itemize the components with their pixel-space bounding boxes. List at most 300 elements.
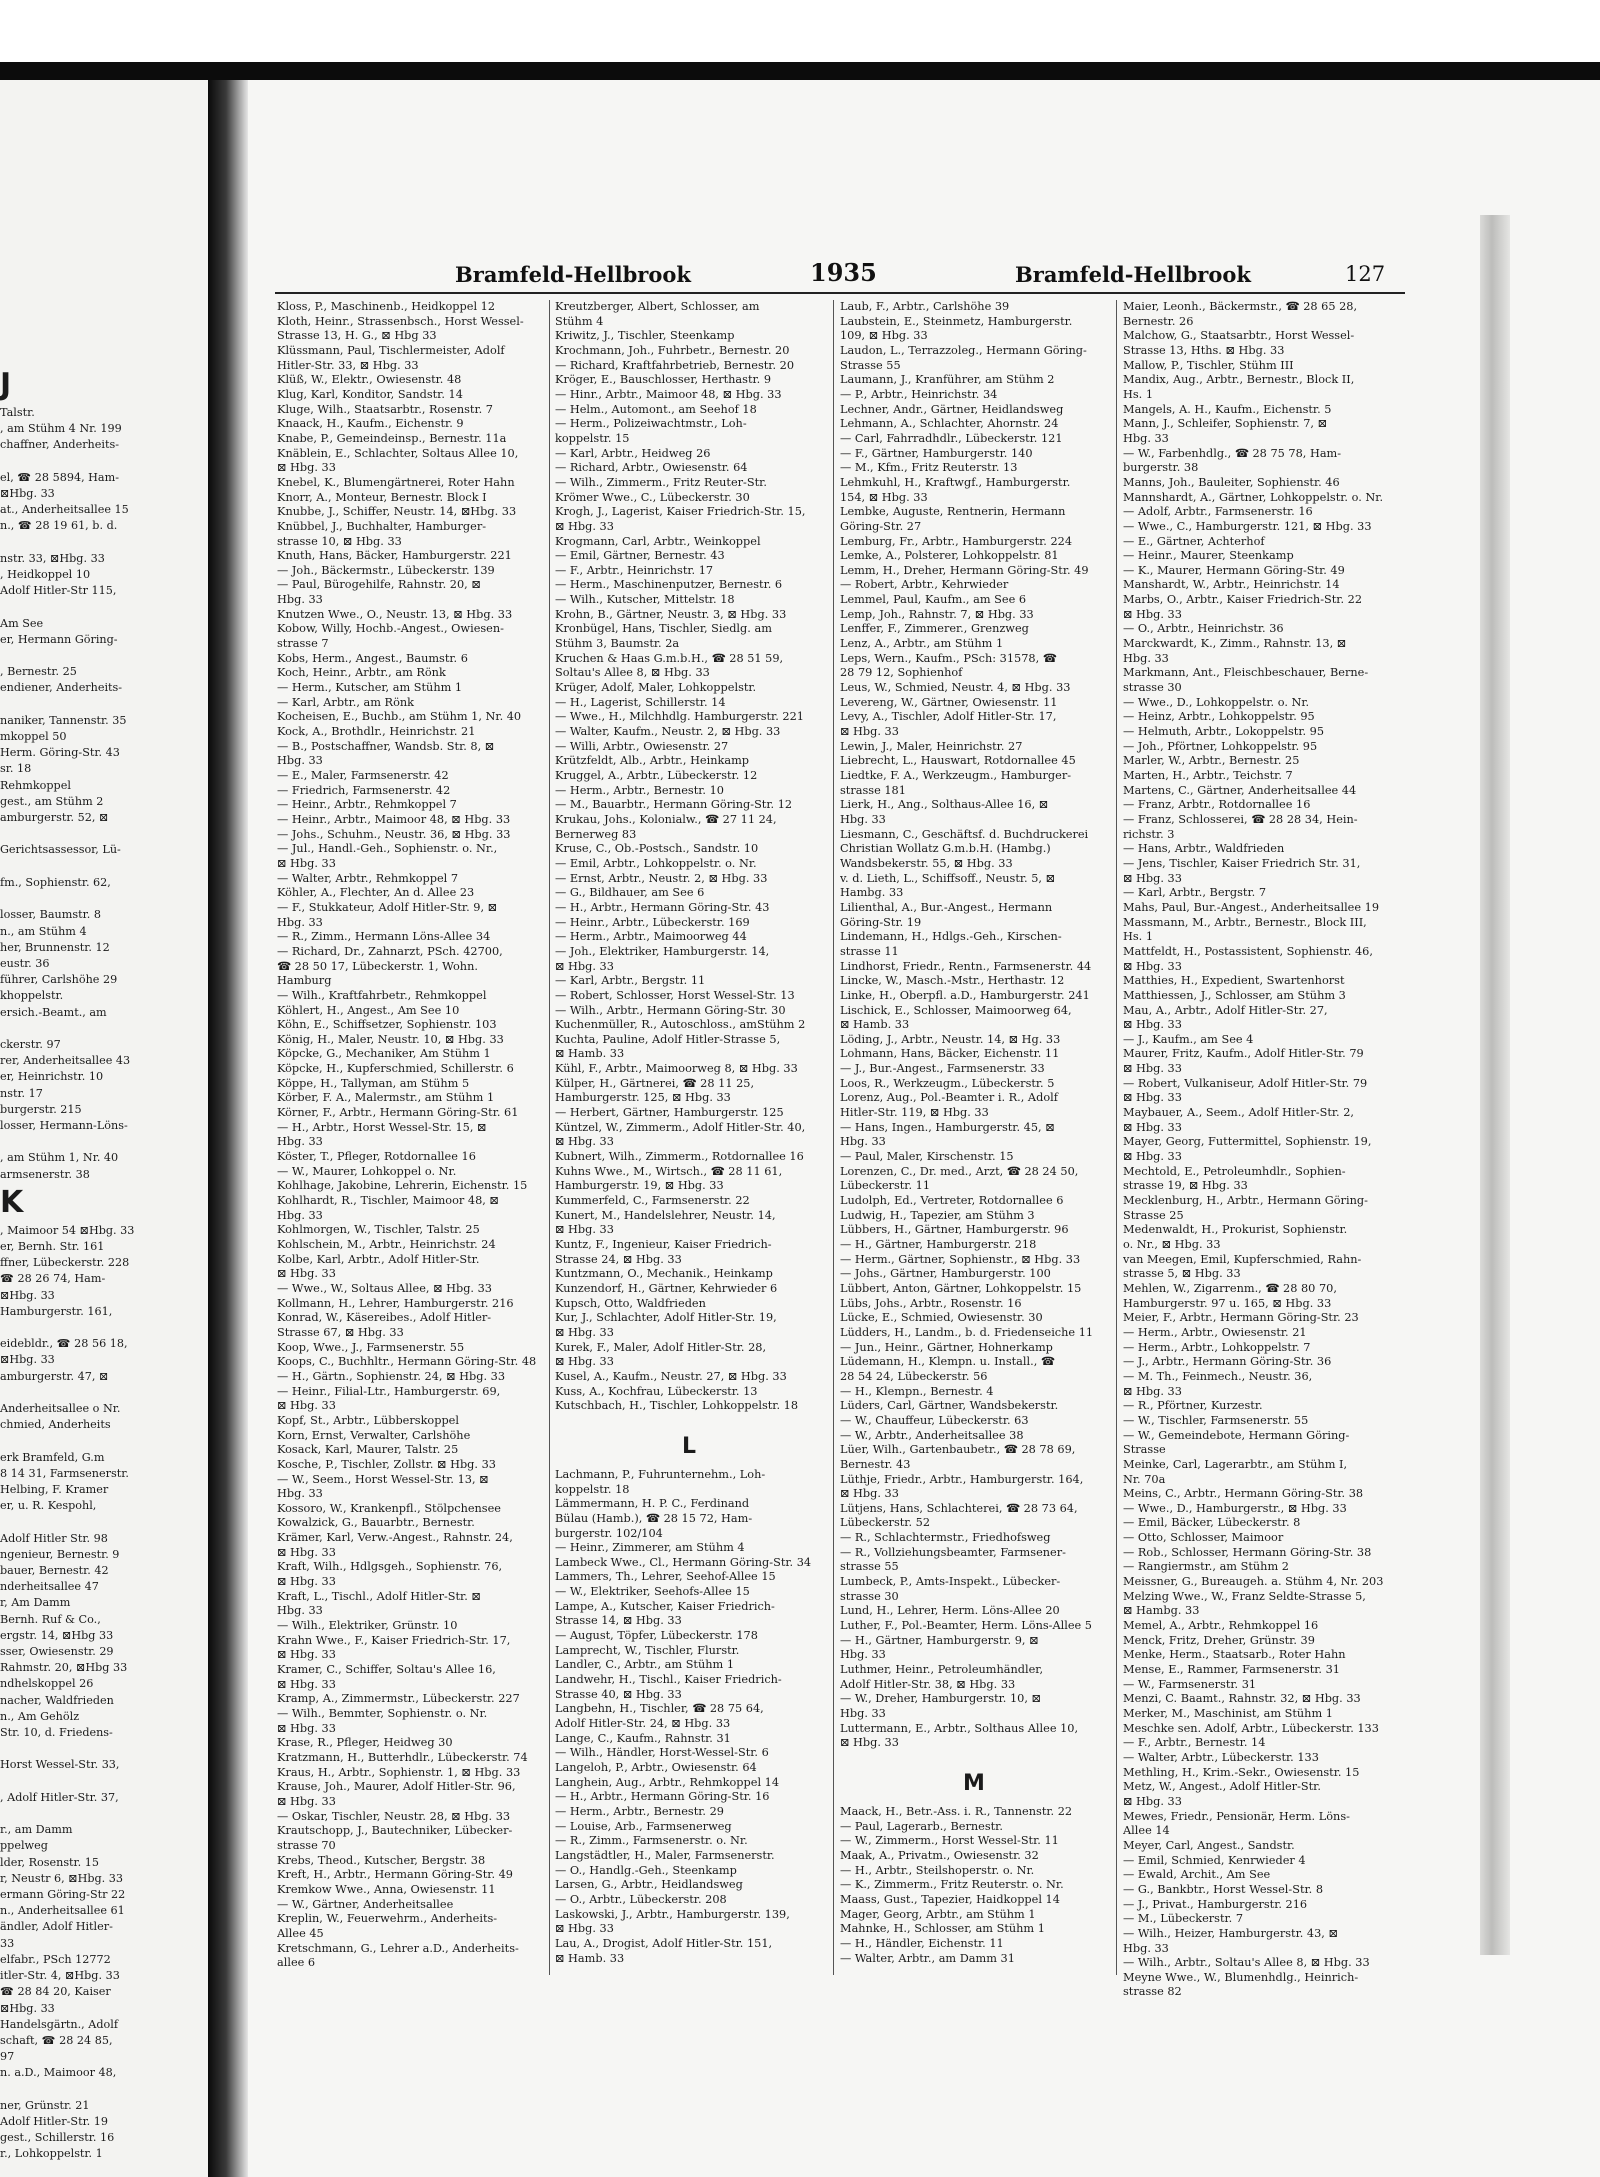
left-page-line <box>0 1385 204 1401</box>
left-page-line: Bernh. Ruf & Co., <box>0 1612 101 1626</box>
directory-entry-line: — R., Zimm., Farmsenerstr. o. Nr. <box>555 1834 748 1848</box>
left-page-line: ersich.-Beamt., am <box>0 1005 107 1019</box>
directory-entry-line: Landler, C., Arbtr., am Stühm 1 <box>555 1658 735 1672</box>
directory-entry-line: Marler, W., Arbtr., Bernestr. 25 <box>1123 754 1300 768</box>
directory-entry-line: — Heinr., Arbtr., Lübeckerstr. 169 <box>555 915 750 929</box>
directory-entry-line: — Rob., Schlosser, Hermann Göring-Str. 38 <box>1123 1545 1372 1559</box>
directory-entry-line: Lüders, Carl, Gärtner, Wandsbekerstr. <box>840 1399 1059 1413</box>
directory-entry-line: Kolbe, Karl, Arbtr., Adolf Hitler-Str. <box>277 1252 480 1266</box>
directory-entry-line: Strasse 67, ⊠ Hbg. 33 <box>277 1325 404 1339</box>
directory-entry-line: Luttermann, E., Arbtr., Solthaus Allee 10, <box>840 1721 1079 1735</box>
directory-entry-line: — Friedrich, Farmsenerstr. 42 <box>277 783 451 797</box>
directory-entry-line: Hbg. 33 <box>277 593 323 607</box>
directory-entry-line: Kuchenmüller, R., Autoschloss., amStühm 2 <box>555 1018 806 1032</box>
left-page-line: , Adolf Hitler-Str. 37, <box>0 1790 119 1804</box>
directory-entry-line: Hbg. 33 <box>1123 651 1169 665</box>
directory-entry-line: Hitler-Str. 33, ⊠ Hbg. 33 <box>277 358 419 372</box>
directory-entry-line: Külper, H., Gärtnerei, ☎ 28 11 25, <box>555 1076 755 1090</box>
directory-entry-line: — O., Arbtr., Heinrichstr. 36 <box>1123 622 1284 636</box>
directory-entry-line: Lenz, A., Arbtr., am Stühm 1 <box>840 637 1004 651</box>
directory-entry-line: Luthmer, Heinr., Petroleumhändler, <box>840 1663 1044 1677</box>
directory-entry-line: Kohlmorgen, W., Tischler, Talstr. 25 <box>277 1223 480 1237</box>
directory-entry-line: Kubnert, Wilh., Zimmerm., Rotdornallee 16 <box>555 1150 804 1164</box>
directory-entry-line: strasse 181 <box>840 783 906 797</box>
directory-entry-line: Klüß, W., Elektr., Owiesenstr. 48 <box>277 373 462 387</box>
left-page-line: naniker, Tannenstr. 35 <box>0 713 127 727</box>
directory-entry-line: Strasse 13, Hths. ⊠ Hbg. 33 <box>1123 343 1285 357</box>
directory-entry-line: 28 54 24, Lübeckerstr. 56 <box>840 1369 988 1383</box>
directory-entry-line: Levereng, W., Gärtner, Owiesenstr. 11 <box>840 695 1058 709</box>
book-gutter <box>208 80 248 2177</box>
directory-entry-line: Kruchen & Haas G.m.b.H., ☎ 28 51 59, <box>555 651 784 665</box>
directory-entry-line: Hambg. 33 <box>840 886 904 900</box>
directory-entry-line: Kollmann, H., Lehrer, Hamburgerstr. 216 <box>277 1296 514 1310</box>
directory-entry-line: Mehlen, W., Zigarrenm., ☎ 28 80 70, <box>1123 1281 1337 1295</box>
left-page-line: Adolf Hitler-Str 115, <box>0 584 117 598</box>
directory-entry-line: ⊠ Hamb. 33 <box>555 1047 625 1061</box>
left-page-line: Talstr. <box>0 406 35 419</box>
directory-entry-line: — Karl, Arbtr., Heidweg 26 <box>555 446 711 460</box>
directory-entry-line: Matthies, H., Expedient, Swartenhorst <box>1123 974 1345 988</box>
directory-entry-line: Knuth, Hans, Bäcker, Hamburgerstr. 221 <box>277 549 512 563</box>
directory-entry-line: Krohn, B., Gärtner, Neustr. 3, ⊠ Hbg. 33 <box>555 607 787 621</box>
directory-entry-line: — Oskar, Tischler, Neustr. 28, ⊠ Hbg. 33 <box>277 1809 511 1823</box>
directory-entry-line: Kuhns Wwe., M., Wirtsch., ☎ 28 11 61, <box>555 1164 783 1178</box>
directory-entry-line: Luther, F., Pol.-Beamter, Herm. Löns-Allee 5 <box>840 1619 1092 1633</box>
directory-entry-line: ⊠ Hbg. 33 <box>1123 607 1182 621</box>
left-page-line: rer, Anderheitsallee 43 <box>0 1054 131 1068</box>
directory-entry-line: Göring-Str. 19 <box>840 915 922 929</box>
left-page-line: ckerstr. 97 <box>0 1037 61 1051</box>
directory-entry-line: ⊠ Hbg. 33 <box>555 1922 614 1936</box>
directory-entry-line: Matthiessen, J., Schlosser, am Stühm 3 <box>1123 988 1346 1002</box>
directory-entry-line: Hbg. 33 <box>840 812 886 826</box>
directory-entry-line: ⊠ Hbg. 33 <box>277 1267 336 1281</box>
directory-entry-line: Koops, C., Buchhltr., Hermann Göring-Str. 48 <box>277 1355 537 1369</box>
directory-entry-line: — K., Maurer, Hermann Göring-Str. 49 <box>1123 563 1345 577</box>
directory-entry-line: Hamburg <box>277 974 332 988</box>
directory-entry-line: Kupsch, Otto, Waldfrieden <box>555 1296 706 1310</box>
directory-entry-line: Langstädtler, H., Maler, Farmsenerstr. <box>555 1848 775 1862</box>
left-page-line: armsenerstr. 38 <box>0 1167 90 1181</box>
directory-entry-line: Meissner, G., Bureaugeh. a. Stühm 4, Nr. 203 <box>1123 1575 1384 1589</box>
directory-entry-line: richstr. 3 <box>1123 827 1175 841</box>
left-page-line: , am Stühm 1, Nr. 40 <box>0 1151 119 1165</box>
directory-entry-line: — E., Gärtner, Achterhof <box>1123 534 1265 548</box>
directory-entry-line: ⊠ Hbg. 33 <box>277 461 336 475</box>
directory-entry-line: — H., Lagerist, Schillerstr. 14 <box>555 695 726 709</box>
directory-entry-line: Stühm 4 <box>555 314 604 328</box>
left-page-line: ppelweg <box>0 1839 48 1853</box>
directory-entry-line: — J., Privat., Hamburgerstr. 216 <box>1123 1897 1308 1911</box>
directory-entry-line: Mannshardt, A., Gärtner, Lohkoppelstr. o. Nr. <box>1123 490 1384 504</box>
left-page-line: ⊠Hbg. 33 <box>0 1353 55 1367</box>
directory-entry-line: Strasse 40, ⊠ Hbg. 33 <box>555 1687 682 1701</box>
directory-entry-line: ⊠ Hbg. 33 <box>277 1721 336 1735</box>
left-page-line: 8 14 31, Farmsenerstr. <box>0 1466 129 1480</box>
directory-entry-line: — W., Elektriker, Seehofs-Allee 15 <box>555 1585 750 1599</box>
directory-entry-line: Lütjens, Hans, Schlachterei, ☎ 28 73 64, <box>840 1501 1078 1515</box>
directory-entry-line: Lüdders, H., Landm., b. d. Friedenseiche 11 <box>840 1325 1094 1339</box>
directory-entry-line: Kraus, H., Arbtr., Sophienstr. 1, ⊠ Hbg. 33 <box>277 1765 521 1779</box>
directory-entry-line: Hbg. 33 <box>1123 1941 1169 1955</box>
directory-entry-line: Hbg. 33 <box>840 1135 886 1149</box>
directory-entry-line: ⊠ Hamb. 33 <box>840 1018 910 1032</box>
left-page-line: chmied, Anderheits <box>0 1418 111 1432</box>
left-page-line <box>0 454 204 470</box>
directory-entry-line: — Herm., Maschinenputzer, Bernestr. 6 <box>555 578 783 592</box>
directory-entry-line: Krüger, Adolf, Maler, Lohkoppelstr. <box>555 681 757 695</box>
directory-entry-line: Lämmermann, H. P. C., Ferdinand <box>555 1497 750 1511</box>
directory-entry-line: o. Nr., ⊠ Hbg. 33 <box>1123 1238 1221 1251</box>
directory-entry-line: — W., Farbenhdlg., ☎ 28 75 78, Ham- <box>1123 446 1342 460</box>
directory-entry-line: — Wilh., Bemmter, Sophienstr. o. Nr. <box>277 1707 488 1720</box>
directory-entry-line: Strasse 13, H. G., ⊠ Hbg 33 <box>277 329 437 343</box>
left-page-line: Rehmkoppel <box>0 778 71 792</box>
directory-entry-line: Lücke, E., Schmied, Owiesenstr. 30 <box>840 1311 1043 1325</box>
directory-entry-line: Liebrecht, L., Hauswart, Rotdornallee 45 <box>840 754 1076 768</box>
directory-entry-line: Strasse 14, ⊠ Hbg. 33 <box>555 1614 682 1628</box>
directory-entry-line: Lüdemann, H., Klempn. u. Install., ☎ <box>840 1355 1055 1369</box>
directory-entry-line: Lemp, Joh., Rahnstr. 7, ⊠ Hbg. 33 <box>840 607 1034 621</box>
directory-entry-line: — Ewald, Archit., Am See <box>1123 1868 1271 1882</box>
directory-entry-line: strasse 82 <box>1123 1985 1182 1999</box>
directory-entry-line: Kowalzick, G., Bauarbtr., Bernestr. <box>277 1516 475 1530</box>
directory-entry-line: Krautschopp, J., Bautechniker, Lübecker- <box>277 1824 513 1838</box>
directory-entry-line: Martens, C., Gärtner, Anderheitsallee 44 <box>1123 783 1357 797</box>
left-page-line: Gerichtsassessor, Lü- <box>0 843 121 857</box>
left-page-line: Rahmstr. 20, ⊠Hbg 33 <box>0 1661 128 1675</box>
directory-entry-line: — Joh., Elektriker, Hamburgerstr. 14, <box>555 944 770 958</box>
directory-entry-line: — J., Kaufm., am See 4 <box>1123 1032 1254 1046</box>
directory-entry-line: Leps, Wern., Kaufm., PSch: 31578, ☎ <box>840 651 1057 665</box>
directory-entry-line: — Ernst, Arbtr., Neustr. 2, ⊠ Hbg. 33 <box>555 871 768 885</box>
left-page-line <box>0 1433 204 1449</box>
left-page-line: bauer, Bernestr. 42 <box>0 1564 109 1578</box>
directory-entry-line: ⊠ Hbg. 33 <box>555 1355 614 1369</box>
directory-entry-line: Hbg. 33 <box>277 1487 323 1501</box>
left-page-line <box>0 697 204 713</box>
directory-entry-line: Ludwig, H., Tapezier, am Stühm 3 <box>840 1208 1035 1222</box>
directory-entry-line: — Wwe., D., Hamburgerstr., ⊠ Hbg. 33 <box>1123 1501 1347 1515</box>
directory-entry-line: Laubstein, E., Steinmetz, Hamburgerstr. <box>840 314 1073 328</box>
left-page-line: r, Neustr 6, ⊠Hbg. 33 <box>0 1871 124 1885</box>
directory-entry-line: Langhein, Aug., Arbtr., Rehmkoppel 14 <box>555 1775 780 1789</box>
section-letter: J <box>0 367 12 402</box>
directory-entry-line: Maack, H., Betr.-Ass. i. R., Tannenstr. 22 <box>840 1804 1073 1818</box>
directory-entry-line: Mecklenburg, H., Arbtr., Hermann Göring- <box>1123 1194 1368 1208</box>
directory-entry-line: ⊠ Hbg. 33 <box>277 1677 336 1691</box>
directory-entry-line: — August, Töpfer, Lübeckerstr. 178 <box>555 1629 758 1643</box>
directory-entry-line: — Helm., Automont., am Seehof 18 <box>555 402 757 416</box>
directory-entry-line: Medenwaldt, H., Prokurist, Sophienstr. <box>1123 1223 1348 1237</box>
left-page-line: ändler, Adolf Hitler- <box>0 1920 113 1934</box>
directory-entry-line: — G., Bildhauer, am See 6 <box>555 886 705 900</box>
directory-entry-line: Laumann, J., Kranführer, am Stühm 2 <box>840 373 1055 387</box>
directory-entry-line: strasse 11 <box>840 944 899 958</box>
directory-entry-line: — Heinr., Maurer, Steenkamp <box>1123 549 1294 563</box>
directory-entry-line: Meyer, Carl, Angest., Sandstr. <box>1123 1838 1295 1852</box>
directory-entry-line: Krömer Wwe., C., Lübeckerstr. 30 <box>555 490 750 504</box>
directory-entry-line: — Robert, Arbtr., Kehrwieder <box>840 578 1009 592</box>
directory-entry-line: Kohlhardt, R., Tischler, Maimoor 48, ⊠ <box>277 1194 499 1208</box>
directory-entry-line: — F., Gärtner, Hamburgerstr. 140 <box>840 446 1033 460</box>
directory-entry-line: — Louise, Arb., Farmsenerweg <box>555 1819 732 1833</box>
directory-entry-line: Hbg. 33 <box>277 1135 323 1149</box>
directory-entry-line: Bernerweg 83 <box>555 827 637 841</box>
directory-entry-line: Larsen, G., Arbtr., Heidlandsweg <box>555 1878 743 1892</box>
directory-entry-line: Köhler, A., Flechter, An d. Allee 23 <box>277 886 475 900</box>
directory-entry-line: Lorenz, Aug., Pol.-Beamter i. R., Adolf <box>840 1091 1058 1105</box>
left-page-line: n., am Stühm 4 <box>0 924 87 938</box>
directory-entry-line: Lilienthal, A., Bur.-Angest., Hermann <box>840 900 1053 914</box>
left-page-line: n. a.D., Maimoor 48, <box>0 2066 117 2080</box>
directory-entry-line: strasse 70 <box>277 1838 336 1852</box>
directory-entry-line: koppelstr. 15 <box>555 431 630 445</box>
directory-entry-line: ⊠ Hbg. 33 <box>277 1575 336 1589</box>
directory-entry-line: Meyne Wwe., W., Blumenhdlg., Heinrich- <box>1123 1970 1359 1984</box>
directory-entry-line: Bülau (Hamb.), ☎ 28 15 72, Ham- <box>555 1511 753 1525</box>
directory-entry-line: — Richard, Kraftfahrbetrieb, Bernestr. 20 <box>555 358 795 372</box>
directory-entry-line: Lampe, A., Kutscher, Kaiser Friedrich- <box>555 1599 775 1613</box>
directory-entry-line: Lübeckerstr. 52 <box>840 1516 931 1530</box>
directory-entry-line: allee 6 <box>277 1956 316 1970</box>
directory-entry-line: — J., Arbtr., Hermann Göring-Str. 36 <box>1123 1355 1332 1369</box>
directory-entry-line: — Joh., Bäckermstr., Lübeckerstr. 139 <box>277 563 495 577</box>
directory-entry-line: — H., Arbtr., Horst Wessel-Str. 15, ⊠ <box>277 1120 487 1134</box>
directory-entry-line: — E., Maler, Farmsenerstr. 42 <box>277 769 449 782</box>
directory-entry-line: Soltau's Allee 8, ⊠ Hbg. 33 <box>555 666 710 680</box>
page-edge-shadow <box>1480 215 1510 1955</box>
directory-column-1 <box>277 300 545 1971</box>
directory-entry-line: — Herm., Arbtr., Maimoorweg 44 <box>555 930 747 944</box>
directory-entry-line: — R., Vollziehungsbeamter, Farmsener- <box>840 1545 1066 1559</box>
directory-entry-line: Mangels, A. H., Kaufm., Eichenstr. 5 <box>1123 402 1332 416</box>
directory-entry-line: Adolf Hitler-Str. 38, ⊠ Hbg. 33 <box>840 1677 1016 1691</box>
directory-entry-line: — O., Handlg.-Geh., Steenkamp <box>555 1863 737 1877</box>
directory-entry-line: burgerstr. 38 <box>1123 461 1199 475</box>
directory-entry-line: Kruse, C., Ob.-Postsch., Sandstr. 10 <box>555 842 759 856</box>
directory-entry-line: Meschke sen. Adolf, Arbtr., Lübeckerstr. 133 <box>1123 1721 1379 1735</box>
directory-entry-line: Linke, H., Oberpfl. a.D., Hamburgerstr. 241 <box>840 988 1090 1002</box>
directory-entry-line: — Adolf, Arbtr., Farmsenerstr. 16 <box>1123 505 1313 519</box>
directory-entry-line: Köppe, H., Tallyman, am Stühm 5 <box>277 1076 470 1090</box>
left-page-line: at., Anderheitsallee 15 <box>0 503 129 517</box>
directory-entry-line: Hitler-Str. 119, ⊠ Hbg. 33 <box>840 1106 989 1120</box>
directory-entry-line: — W., Gemeindebote, Hermann Göring- <box>1123 1428 1350 1442</box>
left-page-line: ⊠Hbg. 33 <box>0 2001 55 2015</box>
directory-entry-line: Kreutzberger, Albert, Schlosser, am <box>555 300 760 313</box>
directory-entry-line: ⊠ Hbg. 33 <box>840 1736 899 1750</box>
directory-entry-line: Kunzendorf, H., Gärtner, Kehrwieder 6 <box>555 1281 778 1295</box>
directory-entry-line: Lindhorst, Friedr., Rentn., Farmsenerstr. 44 <box>840 959 1092 973</box>
directory-entry-line: Korn, Ernst, Verwalter, Carlshöhe <box>277 1428 471 1442</box>
directory-entry-line: — Emil, Schmied, Kenrwieder 4 <box>1123 1853 1306 1867</box>
left-page-line: nacher, Waldfrieden <box>0 1693 114 1707</box>
directory-entry-line: koppelstr. 18 <box>555 1482 630 1496</box>
directory-entry-line: Mahnke, H., Schlosser, am Stühm 1 <box>840 1922 1045 1936</box>
left-page-line: Herm. Göring-Str. 43 <box>0 746 120 760</box>
directory-entry-line: Lüthje, Friedr., Arbtr., Hamburgerstr. 164, <box>840 1472 1084 1486</box>
directory-entry-line: — Wilh., Heizer, Hamburgerstr. 43, ⊠ <box>1123 1926 1338 1940</box>
directory-entry-line: — Herm., Arbtr., Owiesenstr. 21 <box>1123 1325 1307 1339</box>
directory-entry-line: — Jul., Handl.-Geh., Sophienstr. o. Nr., <box>277 842 498 856</box>
left-page-line <box>0 2082 204 2098</box>
directory-entry-line: — Hinr., Arbtr., Maimoor 48, ⊠ Hbg. 33 <box>555 387 782 401</box>
left-page-line: , Heidkoppel 10 <box>0 568 91 582</box>
directory-entry-line: — H., Händler, Eichenstr. 11 <box>840 1936 1004 1950</box>
left-page-line: burgerstr. 215 <box>0 1102 82 1116</box>
directory-entry-line: Malchow, G., Staatsarbtr., Horst Wessel- <box>1123 329 1355 343</box>
directory-entry-line: Strasse 24, ⊠ Hbg. 33 <box>555 1252 682 1266</box>
left-page-line: n., Am Gehölz <box>0 1709 80 1723</box>
directory-entry-line: — Franz, Arbtr., Rotdornallee 16 <box>1123 798 1311 812</box>
directory-entry-line: Mann, J., Schleifer, Sophienstr. 7, ⊠ <box>1123 417 1328 431</box>
directory-entry-line: Hamburgerstr. 97 u. 165, ⊠ Hbg. 33 <box>1123 1296 1332 1310</box>
directory-entry-line: Leus, W., Schmied, Neustr. 4, ⊠ Hbg. 33 <box>840 681 1071 695</box>
directory-entry-line: Kramer, C., Schiffer, Soltau's Allee 16, <box>277 1663 496 1677</box>
directory-entry-line: Laub, F., Arbtr., Carlshöhe 39 <box>840 300 1010 313</box>
directory-entry-line: — Jun., Heinr., Gärtner, Hohnerkamp <box>840 1340 1053 1354</box>
directory-entry-line: — Robert, Schlosser, Horst Wessel-Str. 13 <box>555 988 795 1002</box>
directory-entry-line: ⊠ Hbg. 33 <box>840 1487 899 1501</box>
directory-entry-line: Meins, C., Arbtr., Hermann Göring-Str. 38 <box>1123 1487 1364 1501</box>
directory-entry-line: strasse 10, ⊠ Hbg. 33 <box>277 534 402 548</box>
directory-entry-line: Strasse 55 <box>840 358 901 372</box>
directory-entry-line: — Wilh., Arbtr., Hermann Göring-Str. 30 <box>555 1003 786 1017</box>
directory-entry-line: — W., Chauffeur, Lübeckerstr. 63 <box>840 1413 1029 1427</box>
directory-entry-line: Köpcke, G., Mechaniker, Am Stühm 1 <box>277 1047 491 1061</box>
column-divider <box>1116 300 1117 1975</box>
directory-entry-line: Lohmann, Hans, Bäcker, Eichenstr. 11 <box>840 1047 1060 1061</box>
directory-entry-line: — Carl, Fahrradhdlr., Lübeckerstr. 121 <box>840 431 1063 445</box>
directory-entry-line: Maier, Leonh., Bäckermstr., ☎ 28 65 28, <box>1123 300 1358 313</box>
directory-entry-line: Kuntz, F., Ingenieur, Kaiser Friedrich- <box>555 1238 772 1251</box>
directory-entry-line: Hs. 1 <box>1123 387 1154 401</box>
directory-entry-line: Hbg. 33 <box>277 915 323 929</box>
directory-entry-line: — Karl, Arbtr., Bergstr. 11 <box>555 974 706 988</box>
directory-entry-line: Maak, A., Privatm., Owiesenstr. 32 <box>840 1848 1039 1862</box>
directory-entry-line: Kloth, Heinr., Strassenbsch., Horst Wessel- <box>277 314 524 328</box>
directory-entry-line: — H., Gärtn., Sophienstr. 24, ⊠ Hbg. 33 <box>277 1369 506 1383</box>
left-page-line: chaffner, Anderheits- <box>0 438 119 452</box>
left-page-line: ergstr. 14, ⊠Hbg 33 <box>0 1628 114 1642</box>
directory-entry-line: Lemburg, Fr., Arbtr., Hamburgerstr. 224 <box>840 534 1073 548</box>
directory-entry-line: — Wilh., Kraftfahrbetr., Rehmkoppel <box>277 988 487 1002</box>
directory-entry-line: — Wilh., Arbtr., Soltau's Allee 8, ⊠ Hbg. 33 <box>1123 1956 1370 1970</box>
directory-entry-line: Lemke, A., Polsterer, Lohkoppelstr. 81 <box>840 549 1059 563</box>
directory-entry-line: Menke, Herm., Staatsarb., Roter Hahn <box>1123 1648 1346 1662</box>
left-page-line <box>0 1320 204 1336</box>
directory-entry-line: Knübbel, J., Buchhalter, Hamburger- <box>277 519 487 533</box>
directory-entry-line: — R., Schlachtermstr., Friedhofsweg <box>840 1531 1051 1545</box>
directory-entry-line: Mayer, Georg, Futtermittel, Sophienstr. 19, <box>1123 1135 1372 1149</box>
directory-entry-line: ⊠ Hbg. 33 <box>277 1399 336 1413</box>
directory-entry-line: — Wwe., C., Hamburgerstr. 121, ⊠ Hbg. 33 <box>1123 519 1372 533</box>
left-page-line: sr. 18 <box>0 762 32 776</box>
directory-entry-line: Marbs, O., Arbtr., Kaiser Friedrich-Str. 22 <box>1123 593 1363 607</box>
directory-entry-line: Lüer, Wilh., Gartenbaubetr., ☎ 28 78 69, <box>840 1443 1076 1457</box>
left-page-line: ⊠Hbg. 33 <box>0 1288 55 1302</box>
directory-entry-line: Bernestr. 26 <box>1123 314 1194 328</box>
left-page-line <box>0 648 204 664</box>
directory-entry-line: Memel, A., Arbtr., Rehmkoppel 16 <box>1123 1619 1319 1633</box>
directory-entry-line: Maurer, Fritz, Kaufm., Adolf Hitler-Str. 79 <box>1123 1047 1364 1061</box>
directory-entry-line: Kretschmann, G., Lehrer a.D., Anderheits- <box>277 1941 519 1955</box>
directory-entry-line: — Walter, Kaufm., Neustr. 2, ⊠ Hbg. 33 <box>555 725 781 739</box>
directory-entry-line: Körber, F. A., Malermstr., am Stühm 1 <box>277 1091 495 1105</box>
directory-entry-line: Lehmkuhl, H., Kraftwgf., Hamburgerstr. <box>840 475 1071 489</box>
directory-entry-line: Laudon, L., Terrazzoleg., Hermann Göring- <box>840 343 1087 357</box>
left-page-line: ☎ 28 84 20, Kaiser <box>0 1985 111 1999</box>
directory-entry-line: Kocheisen, E., Buchb., am Stühm 1, Nr. 40 <box>277 710 522 724</box>
directory-entry-line: Köster, T., Pfleger, Rotdornallee 16 <box>277 1150 476 1164</box>
left-page-line: 33 <box>0 1936 15 1950</box>
directory-entry-line: ⊠ Hbg. 33 <box>1123 1794 1182 1808</box>
directory-entry-line: Hbg. 33 <box>840 1648 886 1662</box>
left-page-line: ner, Grünstr. 21 <box>0 2098 90 2112</box>
left-page-line: nstr. 17 <box>0 1086 43 1100</box>
directory-entry-line: Mechtold, E., Petroleumhdlr., Sophien- <box>1123 1164 1346 1178</box>
left-page-line: eidebldr., ☎ 28 56 18, <box>0 1337 128 1351</box>
directory-entry-line: Christian Wollatz G.m.b.H. (Hambg.) <box>840 842 1051 856</box>
directory-entry-line: — Wwe., H., Milchhdlg. Hamburgerstr. 221 <box>555 710 804 724</box>
directory-entry-line: — H., Arbtr., Steilshoperstr. o. Nr. <box>840 1863 1035 1877</box>
left-page-line <box>0 1741 204 1757</box>
left-page-line: n., Anderheitsallee 61 <box>0 1904 125 1918</box>
directory-entry-line: — Emil, Bäcker, Lübeckerstr. 8 <box>1123 1516 1301 1530</box>
directory-entry-line: — Wilh., Kutscher, Mittelstr. 18 <box>555 593 735 607</box>
directory-entry-line: Knubbe, J., Schiffer, Neustr. 14, ⊠Hbg. 33 <box>277 505 517 519</box>
directory-entry-line: Hbg. 33 <box>277 1208 323 1222</box>
directory-entry-line: burgerstr. 102/104 <box>555 1526 663 1540</box>
directory-entry-line: Melzing Wwe., W., Franz Seldte-Strasse 5, <box>1123 1589 1366 1603</box>
directory-entry-line: Marten, H., Arbtr., Teichstr. 7 <box>1123 769 1293 782</box>
directory-entry-line: Kosack, Karl, Maurer, Talstr. 25 <box>277 1443 459 1457</box>
directory-entry-line: — H., Gärtner, Hamburgerstr. 218 <box>840 1238 1037 1251</box>
left-page-line: gest., Schillerstr. 16 <box>0 2131 115 2145</box>
directory-entry-line: Merker, M., Maschinist, am Stühm 1 <box>1123 1707 1333 1720</box>
left-page-line: mkoppel 50 <box>0 730 67 744</box>
left-page-column <box>0 365 204 2163</box>
left-page-line: ermann Göring-Str 22 <box>0 1888 126 1902</box>
directory-entry-line: Koch, Heinr., Arbtr., am Rönk <box>277 666 446 680</box>
directory-entry-line: 28 79 12, Sophienhof <box>840 666 963 680</box>
directory-entry-line: Kohlschein, M., Arbtr., Heinrichstr. 24 <box>277 1238 496 1251</box>
directory-entry-line: ⊠ Hbg. 33 <box>555 959 614 973</box>
directory-entry-line: Hs. 1 <box>1123 930 1154 944</box>
directory-entry-line: Krase, R., Pfleger, Heidweg 30 <box>277 1736 453 1750</box>
left-page-line: r, Am Damm <box>0 1596 71 1610</box>
directory-entry-line: Kronbügel, Hans, Tischler, Siedlg. am <box>555 622 772 636</box>
directory-entry-line: Mandix, Aug., Arbtr., Bernestr., Block II, <box>1123 373 1355 387</box>
directory-entry-line: — H., Arbtr., Hermann Göring-Str. 43 <box>555 900 770 914</box>
left-page-line <box>0 1774 204 1790</box>
directory-entry-line: Krukau, Johs., Kolonialw., ☎ 27 11 24, <box>555 812 777 826</box>
directory-entry-line: Kuss, A., Kochfrau, Lübeckerstr. 13 <box>555 1384 758 1398</box>
left-page-line: khoppelstr. <box>0 989 64 1003</box>
left-page-line: Am See <box>0 616 44 630</box>
left-page-line: endiener, Anderheits- <box>0 681 123 695</box>
directory-entry-line: Mewes, Friedr., Pensionär, Herm. Löns- <box>1123 1809 1350 1823</box>
directory-entry-line: Bernestr. 43 <box>840 1457 911 1471</box>
directory-entry-line: — Emil, Arbtr., Lohkoppelstr. o. Nr. <box>555 856 757 870</box>
directory-entry-line: — H., Arbtr., Hermann Göring-Str. 16 <box>555 1790 770 1804</box>
directory-entry-line: Lübs, Johs., Arbtr., Rosenstr. 16 <box>840 1296 1022 1310</box>
directory-entry-line: Lindemann, H., Hdlgs.-Geh., Kirschen- <box>840 930 1062 944</box>
directory-entry-line: Koop, Wwe., J., Farmsenerstr. 55 <box>277 1340 465 1354</box>
directory-entry-line: 154, ⊠ Hbg. 33 <box>840 490 928 504</box>
